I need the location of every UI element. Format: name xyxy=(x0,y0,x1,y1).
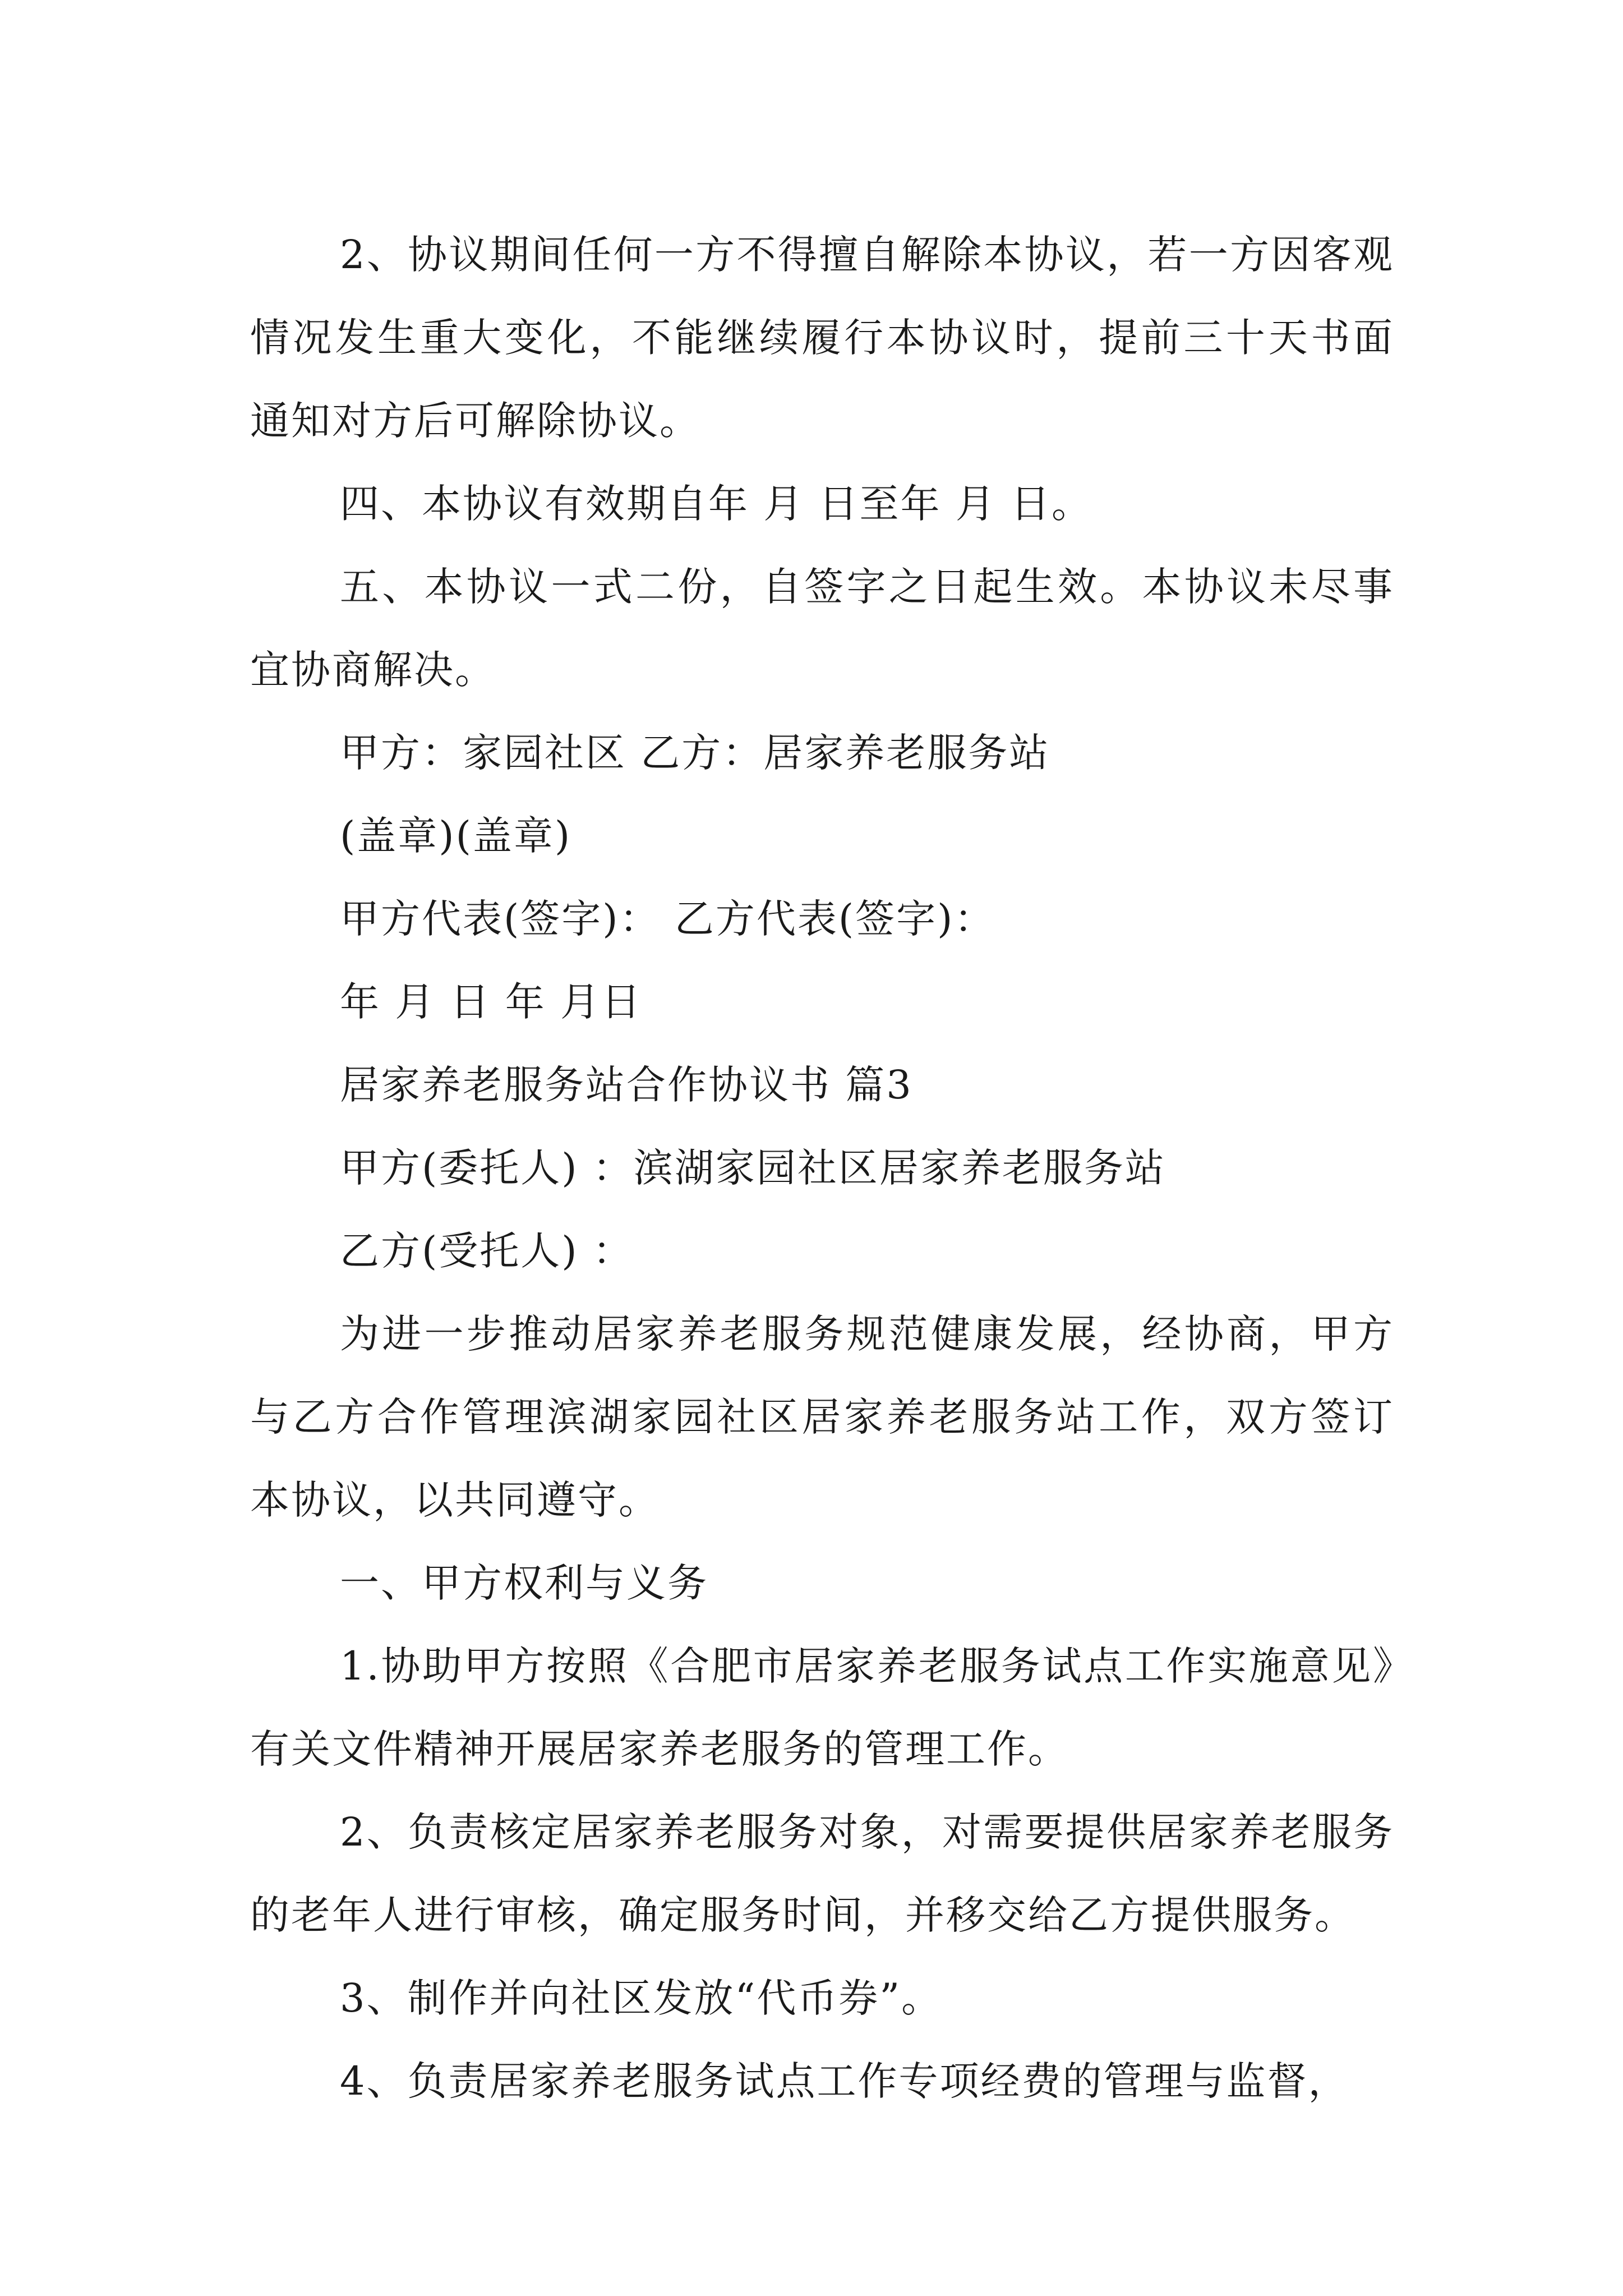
heading-party-a-rights: 一、甲方权利与义务 xyxy=(340,1560,708,1606)
paragraph-seals: (盖章)(盖章) xyxy=(340,813,572,859)
paragraph-item-1: 1.协助甲方按照《合肥市居家养老服务试点工作实施意见》有关文件精神开展居家养老服务的管理工作。 xyxy=(250,1643,1394,1772)
paragraph-copies-clause: 五、本协议一式二份，自签字之日起生效。本协议未尽事宜协商解决。 xyxy=(250,564,1394,693)
paragraph-preamble: 为进一步推动居家养老服务规范健康发展，经协商，甲方与乙方合作管理滨湖家园社区居家养老服务站工作，双方签订本协议，以共同遵守。 xyxy=(250,1311,1394,1523)
paragraph-item-4: 4、负责居家养老服务试点工作专项经费的管理与监督， xyxy=(340,2058,1349,2104)
paragraph-party-a: 甲方(委托人) ：滨湖家园社区居家养老服务站 xyxy=(340,1145,1166,1191)
paragraph-termination-clause: 2、协议期间任何一方不得擅自解除本协议，若一方因客观情况发生重大变化，不能继续履行本协议时，提前三十天书面通知对方后可解除协议。 xyxy=(250,232,1394,444)
paragraph-party-b: 乙方(受托人) ： xyxy=(340,1228,634,1274)
paragraph-item-2: 2、负责核定居家养老服务对象，对需要提供居家养老服务的老年人进行审核，确定服务时间，并移交给乙方提供服务。 xyxy=(250,1809,1394,1938)
section-title: 居家养老服务站合作协议书 篇3 xyxy=(340,1062,913,1108)
paragraph-dates: 年 月 日 年 月日 xyxy=(340,979,643,1025)
paragraph-representatives: 甲方代表(签字)： 乙方代表(签字)： xyxy=(340,896,995,942)
document-body xyxy=(250,213,1394,2123)
paragraph-item-3: 3、制作并向社区发放“代币券”。 xyxy=(340,1975,943,2021)
paragraph-parties: 甲方：家园社区 乙方：居家养老服务站 xyxy=(340,730,1050,776)
paragraph-validity-period: 四、本协议有效期自年 月 日至年 月 日。 xyxy=(340,481,1093,527)
